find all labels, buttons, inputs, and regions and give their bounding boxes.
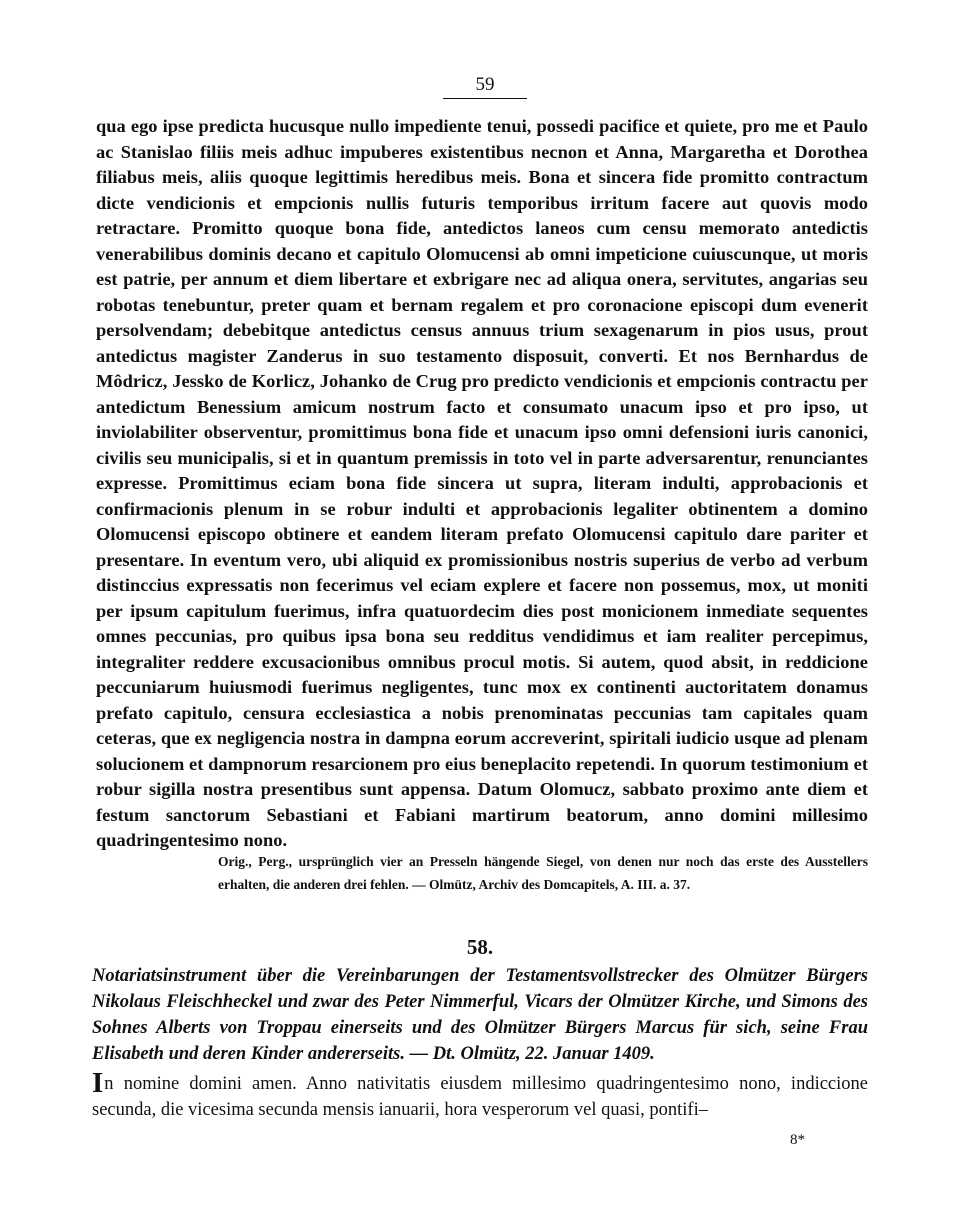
initial-letter: I <box>92 1067 104 1099</box>
page-number: 59 <box>475 74 495 95</box>
document-body-text: n nomine domini amen. Anno nativitatis eiusdem millesimo quadringentesimo nono, indiccione secunda, die vicesima secunda mensis ianuarii, hora vesperorum vel quasi, pontifi– <box>92 1074 868 1120</box>
page-number-rule <box>443 98 527 99</box>
document-number: 58. <box>466 935 494 959</box>
source-footnote: Orig., Perg., ursprünglich vier an Presseln hängende Siegel, von denen nur noch das erste des Ausstellers erhalten, die anderen drei fehlen. — Olmütz, Archiv des Domcapitels, A. III. a. 37. <box>218 854 868 892</box>
document-body <box>92 1067 868 1123</box>
charter-text-continuation: qua ego ipse predicta hucusque nullo impediente tenui, possedi pacifice et quiete, pro me et Paulo ac Stanislao filiis meis adhuc impuberes existentibus necnon et Anna, Margaretha et Dorothea filiabus meis, aliis quoque legittimis heredibus meis. Bona et sincera fide promitto contractum dicte vendicionis et empcionis nullis futuris temporibus irritum facere aut quovis modo retractare. Promitto quoque bona fide, antedictos laneos cum censu memorato antedictis venerabilibus dominis decano et capitulo Olomucensi ab omni impeticione cuiuscunque, ut moris est patrie, per annum et diem libertare et exbrigare nec ad aliqua onera, servitutes, angarias seu robotas tenebuntur, preter quam et bernam regalem et pro coronacione episcopi dum evenerit persolvendam; debebitque antedictus census annuus trium sexagenarum in pios usus, prout antedictus magister Zanderus in suo testamento disposuit, converti. Et nos Bernhardus de Môdricz, Jessko de Korlicz, Johanko de Crug pro predicto vendicionis et empcionis contractu per antedictum Benessium amicum nostrum facto et consumato unacum ipso et pro ipso, ut inviolabiliter observentur, promittimus bona fide et unacum ipso omni defensioni iuris canonici, civilis seu municipalis, si et in quantum premissis in toto vel in parte adversarentur, renunciantes expresse. Promittimus eciam bona fide sincera ut supra, literam indulti, approbacionis et confirmacionis plenum in se robur indulti et approbacionis legaliter obtinentem a domino Olomucensi episcopo obtinere et eandem literam prefato Olomucensi capitulo dare pariter et presentare. In eventum vero, ubi aliquid ex promissionibus nostris superius de verbo ad verbum distinccius expressatis non fecerimus vel eciam explere et facere non possemus, mox, ut moniti per ipsum capitulum fuerimus, infra quatuordecim dies post monicionem inmediate sequentes omnes peccunias, pro quibus ipsa bona seu redditus vendidimus et iam realiter percepimus, integraliter reddere excusacionibus omnibus procul motis. Si autem, quod absit, in reddicione peccuniarum huiusmodi fuerimus negligentes, tunc mox ex continenti auctoritatem donamus prefato capitulo, censura ecclesiastica a nobis prenominatas peccunias tam capitales quam ceteras, que ex negligencia nostra in dampna eorum accreverint, spiritali iudicio usque ad plenam solucionem et dampnorum resarcionem pro eius beneplacito repetendi. In quorum testimonium et robur sigilla nostra presentibus sunt appensa. Datum Olomucz, sabbato proximo ante diem et festum sanctorum Sebastiani et Fabiani martirum beatorum, anno domini millesimo quadringentesimo nono. <box>96 116 868 850</box>
signature-mark: 8* <box>790 1132 805 1148</box>
document-heading: Notariatsinstrument über die Vereinbarungen der Testamentsvollstrecker des Olmützer Bürgers Nikolaus Fleischheckel und zwar des Peter Nimmerful, Vicars der Olmützer Kirche, und Simons des Sohnes Alberts von Troppau einerseits und des Olmützer Bürgers Marcus für sich, seine Frau Elisabeth und deren Kinder andererseits. — Dt. Olmütz, 22. Januar 1409. <box>92 966 868 1064</box>
